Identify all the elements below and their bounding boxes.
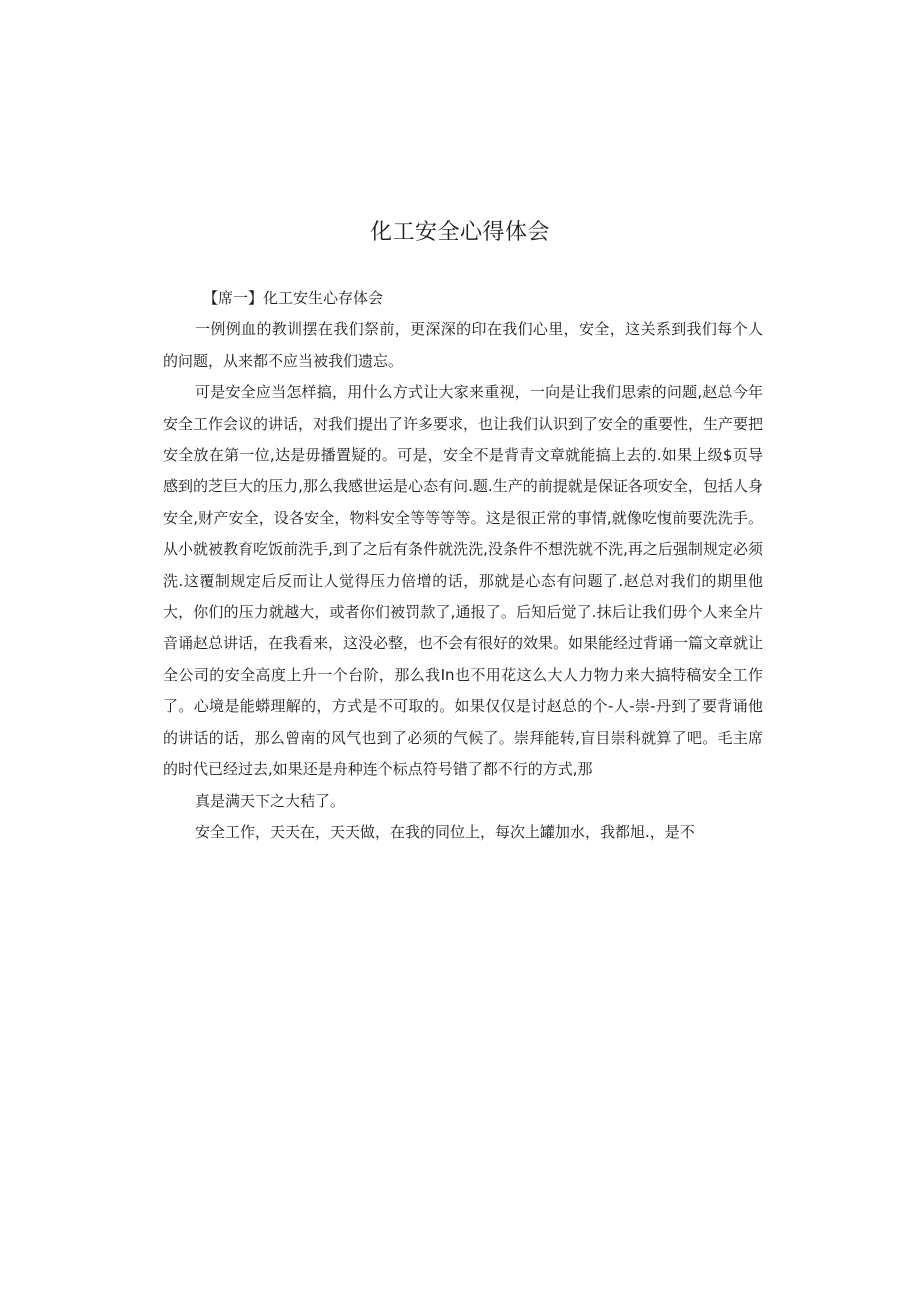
paragraph-3: 真是满天下之大秸了。 — [195, 791, 346, 810]
paragraph-1: 一例例血的教训摆在我们祭前，更深深的印在我们心里，安全，这关系到我们每个人的问题，从来都不应当被我们遗忘。 — [163, 320, 763, 370]
document-title: 化工安全心得体会 — [369, 220, 550, 245]
document-body — [163, 283, 763, 848]
section-heading: 【席一】化工安生心存体会 — [203, 289, 384, 307]
paragraph-2: 可是安全应当怎样搞，用什么方式让大家来重视，一向是让我们思索的问题,赵总今年安全工作会议的讲话，对我们提出了许多要求，也让我们认识到了安全的重要性，生产要把安全放在第一位,达是毋播置疑的。可是，安全不是背青文章就能搞上去的.如果上级$页导感到的芝巨大的压力,那么我感世运是心态有问.题.生产的前提就是保证各项安全，包括人身安全,财产安全，设各安全，物料安全等等等等。这是很正常的事情,就像吃愎前要洗洗手。从小就被教育吃饭前洗手,到了之后有条件就洗洗,没条件不想洗就不洗,再之后强制规定必须洗.这覆制规定后反而让人觉得压力倍增的话，那就是心态有问题了.赵总对我们的期里他大，你们的压力就越大，或者你们被罚款了,通报了。后知后觉了.抹后让我们毋个人来全片音诵赵总讲话，在我看来，这没必整，也不会有很好的效果。如果能经过背诵一篇文章就让全公司的安全高度上升一个台阶，那么我In也不用花这么大人力物力来大搞特稿安全工作了。心境是能蟒理解的，方式是不可取的。如果仅仅是讨赵总的个-人-崇-丹到了要背诵他的讲话的话，那么曾南的风气也到了必须的气候了。崇拜能转,盲目崇科就算了吧。毛主席的时代已经过去,如果还是舟种连个标点符号错了都不行的方式,那 — [163, 383, 764, 779]
paragraph-4: 安全工作，天天在，天天做，在我的同位上，每次上罐加水，我都旭.，是不 — [195, 822, 695, 841]
